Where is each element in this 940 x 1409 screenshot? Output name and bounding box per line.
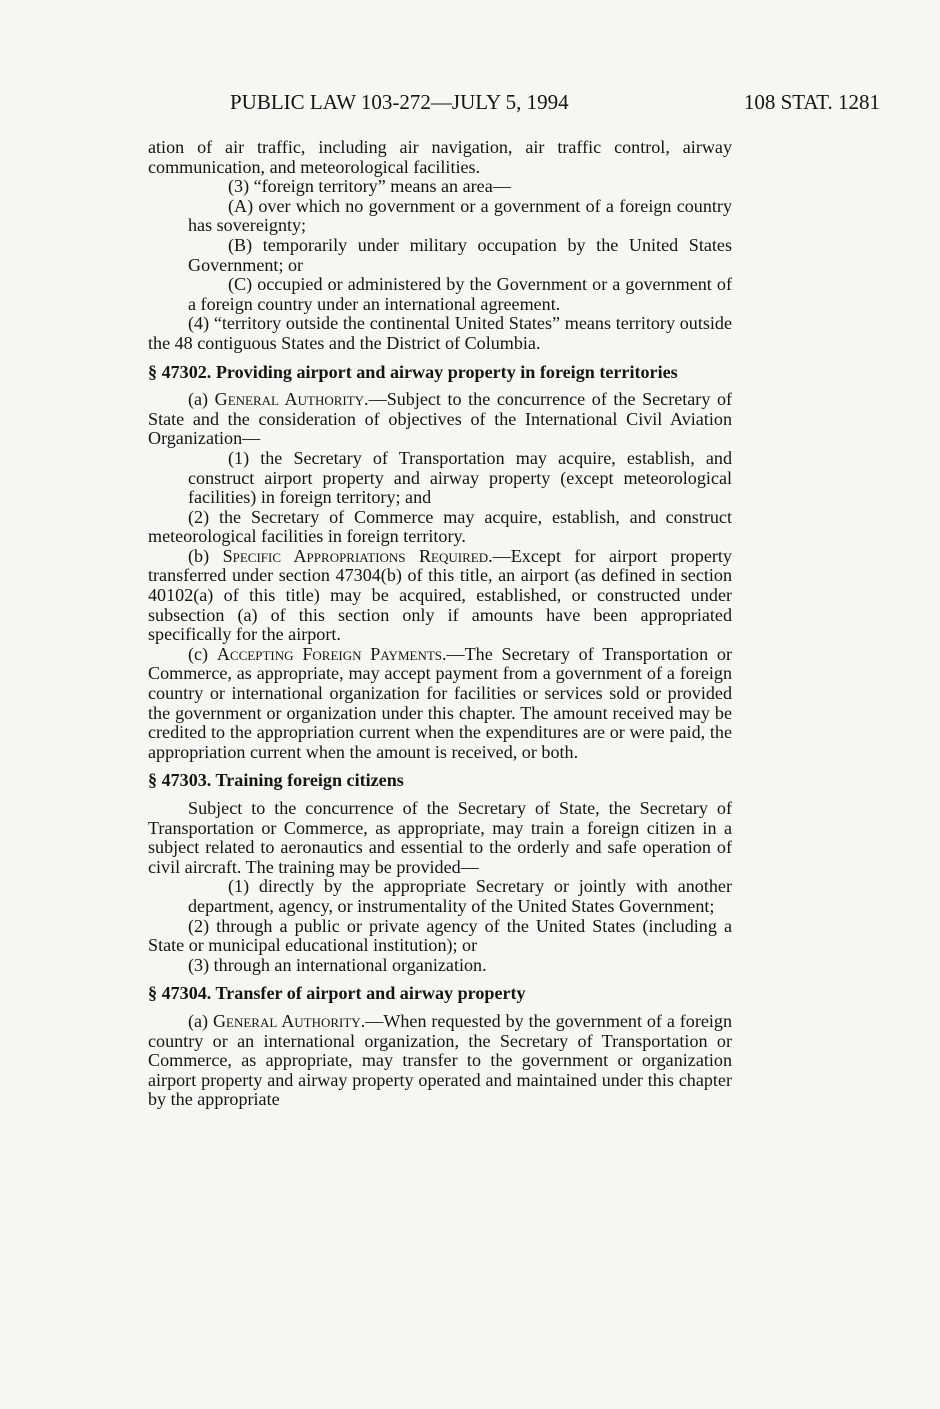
section-heading-47303: § 47303. Training foreign citizens [148,770,404,791]
subsection-heading: General Authority. [214,389,369,410]
paragraph-2-47303: (2) through a public or private agency of the United States (including a State or municipal educational institution); or [148,915,732,956]
definition-territory-outside: (4) “territory outside the continental United States” means territory outside the 48 contiguous States and the District of Columbia. [148,313,732,353]
subsection-text: —When requested by the government of a foreign country or an international organization, the Secretary of Transportation or Commerce, as appropriate, may transfer to the government or organization airport property and airway property operated and maintained under this chapter by the appropriate [148,1010,732,1110]
subsection-label: (a) [188,389,215,410]
subsection-a-47304 [148,1012,732,1110]
section-heading-47304: § 47304. Transfer of airport and airway property [148,983,526,1004]
clause-c: (C) occupied or administered by the Government or a government of a foreign country under an international agreement. [188,274,732,314]
paragraph-continuation: ation of air traffic, including air navigation, air traffic control, airway communication, and meteorological facilities. [148,137,732,177]
subsection-text: —Except for airport property transferred under section 47304(b) of this title, an airport (as defined in section 40102(a) of this title) may be acquired, established, or constructed under subsection (a) of this section only if amounts have been appropriated specifically for the airport. [148,545,732,645]
subsection-label: (c) [188,643,217,664]
section-heading-47302: § 47302. Providing airport and airway property in foreign territories [148,361,678,382]
subsection-c-47302 [148,645,732,763]
header-page-ref: 108 STAT. 1281 [743,90,880,114]
subsection-label: (a) [188,1010,213,1031]
document-body [148,138,732,1110]
paragraph-2-47302: (2) the Secretary of Commerce may acquire, establish, and construct meteorological facilities in foreign territory. [148,506,732,547]
paragraph-47303-intro: Subject to the concurrence of the Secretary of State, the Secretary of Transportation or Commerce, as appropriate, may train a foreign citizen in a subject related to aeronautics and essential to the orderly and safe operation of civil aircraft. The training may be provided— [148,798,732,877]
subsection-b-47302 [148,547,732,645]
clause-a: (A) over which no government or a government of a foreign country has sovereignty; [188,195,732,236]
running-header [230,90,880,114]
subsection-label: (b) [188,545,223,566]
subsection-heading: Specific Appropriations Required. [222,545,493,566]
subsection-heading: Accepting Foreign Payments. [216,643,447,664]
subsection-a-47302 [148,390,732,449]
subsection-heading: General Authority. [212,1010,366,1031]
subsection-text: —Subject to the concurrence of the Secretary of State and the consideration of objectives of the International Civil Aviation Organization— [148,389,733,449]
paragraph-1-47302: (1) the Secretary of Transportation may acquire, establish, and construct airport property and airway property (except meteorological facilities) in foreign territory; and [188,447,732,508]
subsection-text: —The Secretary of Transportation or Commerce, as appropriate, may accept payment from a government of a foreign country or international organization for facilities or services sold or provided the government or organization under this chapter. The amount received may be credited to the appropriation current when the expenditures are or were paid, the appropriation current when the amount is received, or both. [148,643,732,762]
paragraph-3-47303: (3) through an international organization. [188,954,487,975]
paragraph-1-47303: (1) directly by the appropriate Secretary or jointly with another department, agency, or instrumentality of the United States Government; [188,876,732,916]
header-title: PUBLIC LAW 103-272—JULY 5, 1994 [230,90,569,114]
clause-b: (B) temporarily under military occupation by the United States Government; or [188,234,732,275]
definition-foreign-territory: (3) “foreign territory” means an area— [228,176,511,197]
